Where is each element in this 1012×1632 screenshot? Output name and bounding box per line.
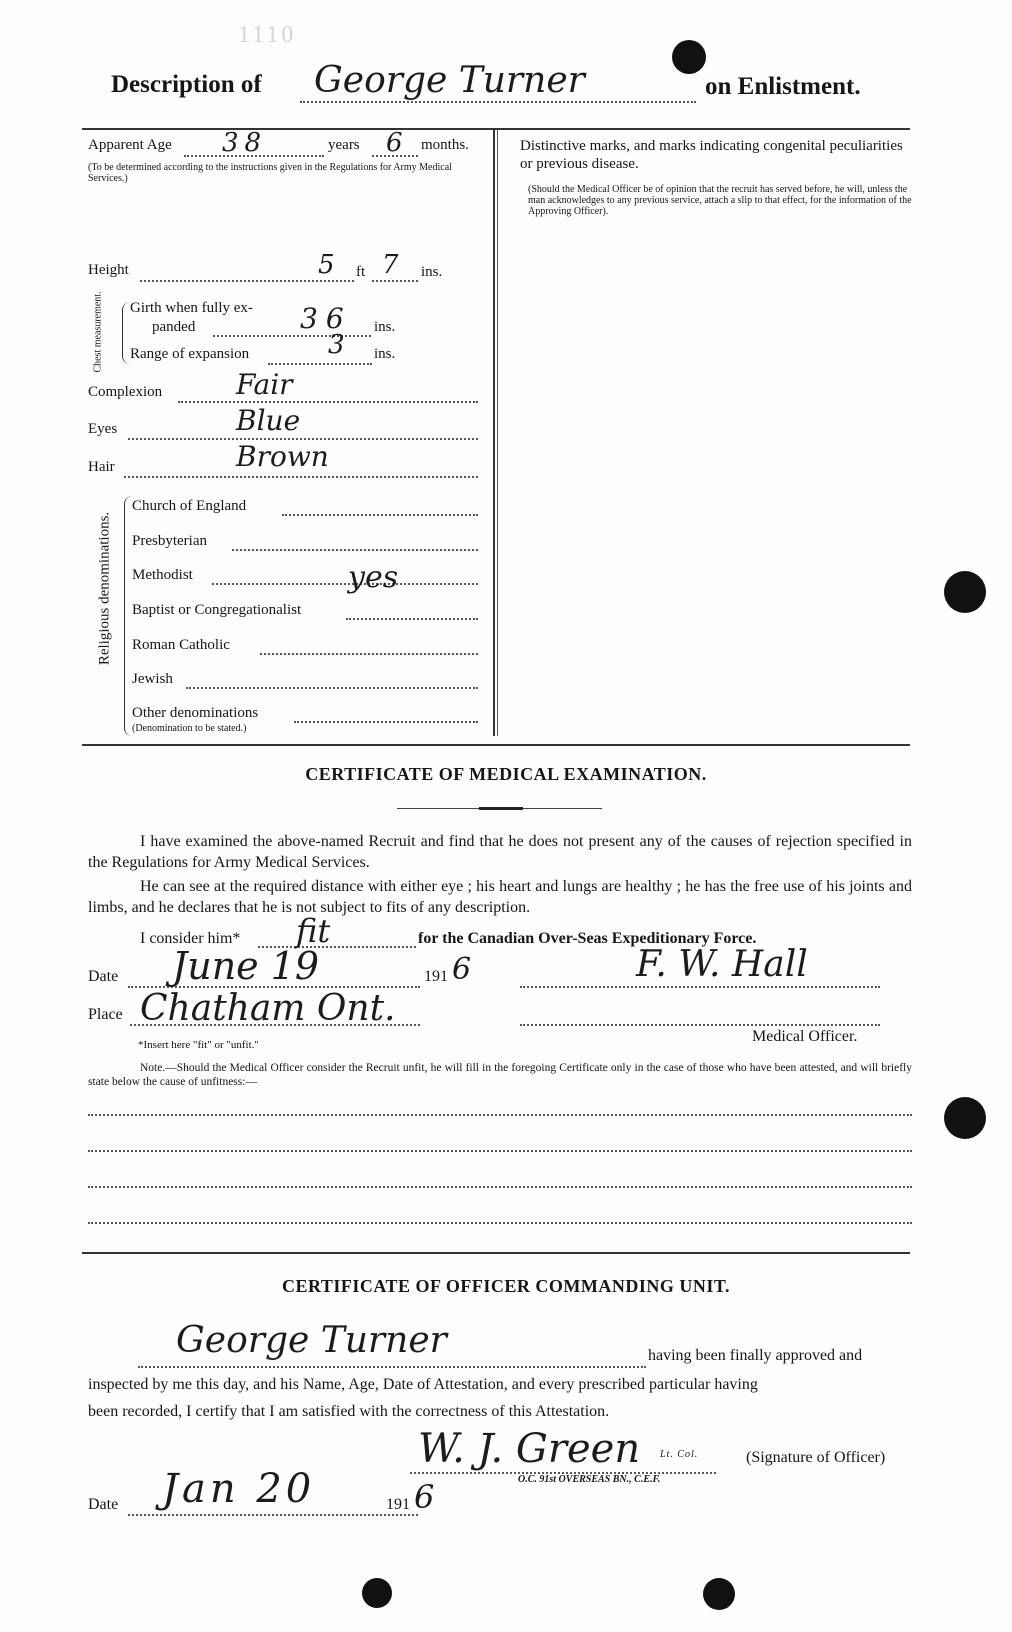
- punch-hole: [672, 40, 706, 74]
- height-ft-value: 5: [318, 250, 335, 280]
- insert-note: *Insert here "fit" or "unfit.": [138, 1039, 259, 1051]
- hair-label: Hair: [88, 459, 115, 475]
- range-line: [268, 363, 372, 365]
- punch-hole: [944, 571, 986, 613]
- lower-section-rule: [82, 1252, 910, 1254]
- ins-label: ins.: [421, 264, 443, 280]
- religion-label: Presbyterian: [132, 533, 207, 549]
- recruit-name: George Turner: [314, 60, 585, 101]
- commanding-name-value: George Turner: [176, 1320, 447, 1361]
- religion-line: [186, 687, 478, 689]
- consider-value: fit: [296, 912, 331, 950]
- header-title-suffix: on Enlistment.: [705, 73, 861, 100]
- punch-hole: [703, 1578, 735, 1610]
- medical-officer-title: Medical Officer.: [752, 1028, 858, 1045]
- place-label: Place: [88, 1006, 123, 1023]
- girth-ins-label: ins.: [374, 319, 396, 335]
- consider-prefix: I consider him*: [140, 930, 241, 947]
- complexion-value: Fair: [236, 368, 293, 401]
- range-ins-label: ins.: [374, 346, 396, 362]
- medical-year-prefix: 191: [424, 968, 448, 985]
- ft-label: ft: [356, 264, 366, 280]
- commanding-unit-stamp: O.C. 91st OVERSEAS BN., C.E.F.: [518, 1474, 661, 1485]
- apparent-age-label: Apparent Age: [88, 137, 172, 153]
- commanding-date-value: Jan 20: [162, 1466, 316, 1512]
- commanding-line2: inspected by me this day, and his Name, Age, Date of Attestation, and every prescribed particular having: [88, 1376, 758, 1393]
- medical-heading: CERTIFICATE OF MEDICAL EXAMINATION.: [305, 764, 707, 784]
- religion-line: [282, 514, 478, 516]
- column-divider: [493, 129, 495, 736]
- hair-value: Brown: [236, 440, 329, 473]
- girth-value: 36: [300, 302, 352, 335]
- header-title-prefix: Description of: [111, 71, 262, 98]
- eyes-value: Blue: [236, 404, 301, 437]
- unfitness-note: Note.—Should the Medical Officer consider the Recruit unfit, he will fill in the foregoing Certificate only in the case of those who have been attested, and will briefly state below the cause of unfitness:—: [88, 1062, 912, 1088]
- punch-hole: [944, 1097, 986, 1139]
- religion-label: Church of England: [132, 498, 247, 514]
- age-note: (To be determined according to the instructions given in the Regulations for Army Medical Services.): [88, 162, 452, 184]
- height-in-value: 7: [382, 250, 399, 280]
- commanding-officer-signature: W. J. Green: [418, 1426, 641, 1472]
- medical-date-value: June 19: [172, 944, 320, 988]
- consider-suffix: for the Canadian Over-Seas Expeditionary Force.: [418, 930, 757, 947]
- unfitness-line: [88, 1186, 912, 1188]
- distinctive-marks-title: Distinctive marks, and marks indicating congenital peculiarities or previous disease.: [520, 138, 903, 172]
- girth-line: [213, 335, 371, 337]
- medical-officer-signature: F. W. Hall: [636, 944, 808, 985]
- religion-label: Other denominations: [132, 705, 259, 721]
- denomination-note: (Denomination to be stated.): [132, 723, 247, 734]
- signature-of-officer-label: (Signature of Officer): [746, 1449, 886, 1466]
- height-ft-line: [140, 280, 354, 282]
- height-in-line: [372, 280, 418, 282]
- age-months-value: 6: [386, 128, 403, 158]
- unfitness-line: [88, 1114, 912, 1116]
- heading-divider-center: [479, 807, 523, 810]
- commanding-line1-suffix: having been finally approved and: [648, 1347, 863, 1364]
- medical-date-label: Date: [88, 968, 119, 985]
- commanding-year-digit: 6: [414, 1478, 435, 1516]
- upper-section-rule: [82, 744, 910, 746]
- medical-para-1: I have examined the above-named Recruit and find that he does not present any of the causes of rejection specified in the Regulations for Army Medical Services.: [88, 833, 912, 871]
- methodist-value: yes: [348, 560, 399, 595]
- header-rule: [82, 128, 910, 130]
- medical-signature-line: [520, 986, 880, 988]
- commanding-date-label: Date: [88, 1496, 119, 1513]
- name-line: [300, 101, 696, 103]
- age-years-value: 38: [222, 128, 268, 158]
- commanding-heading: CERTIFICATE OF OFFICER COMMANDING UNIT.: [281, 1276, 731, 1296]
- years-label: years: [328, 137, 360, 153]
- complexion-label: Complexion: [88, 384, 163, 400]
- chest-vertical-label: Chest measurement.: [92, 291, 104, 373]
- unfitness-line: [88, 1150, 912, 1152]
- girth-label-2: panded: [152, 319, 196, 335]
- unfitness-line: [88, 1222, 912, 1224]
- height-label: Height: [88, 262, 129, 278]
- complexion-line: [178, 401, 478, 403]
- commanding-name-line: [138, 1366, 646, 1368]
- archive-stamp: 1110: [238, 22, 297, 48]
- girth-label-1: Girth when fully ex-: [130, 300, 253, 316]
- religion-line: [346, 618, 478, 620]
- medical-para-2: He can see at the required distance with either eye ; his heart and lungs are healthy ; he has the free use of his joints and limbs, and he declares that he is not subject to fits of any description.: [88, 878, 912, 916]
- distinctive-marks-note: (Should the Medical Officer be of opinion that the recruit has served before, he will, unless the man acknowledges to any previous service, attach a slip to that effect, for the information of the Approving Officer).: [528, 184, 912, 217]
- religion-line: [260, 653, 478, 655]
- eyes-label: Eyes: [88, 421, 118, 437]
- religion-label: Roman Catholic: [132, 637, 230, 653]
- place-value: Chatham Ont.: [140, 988, 396, 1029]
- religion-label: Methodist: [132, 567, 193, 583]
- religion-line: [212, 583, 478, 585]
- hair-line: [124, 476, 478, 478]
- column-divider: [497, 129, 498, 736]
- punch-hole: [362, 1578, 392, 1608]
- religion-label: Jewish: [132, 671, 173, 687]
- commanding-date-line: [128, 1514, 418, 1516]
- officer-title-line: [520, 1024, 880, 1026]
- medical-year-digit: 6: [452, 952, 472, 987]
- religion-line: [232, 549, 478, 551]
- months-label: months.: [421, 137, 469, 153]
- religion-label: Baptist or Congregationalist: [132, 602, 302, 618]
- commanding-year-prefix: 191: [386, 1496, 410, 1513]
- religions-vertical-label: Religious denominations.: [96, 511, 113, 666]
- commanding-rank: Lt. Col.: [660, 1449, 699, 1460]
- religion-line: [294, 721, 478, 723]
- commanding-line3: been recorded, I certify that I am satisfied with the correctness of this Attestation.: [88, 1403, 610, 1420]
- range-label: Range of expansion: [130, 346, 250, 362]
- range-value: 3: [328, 330, 345, 360]
